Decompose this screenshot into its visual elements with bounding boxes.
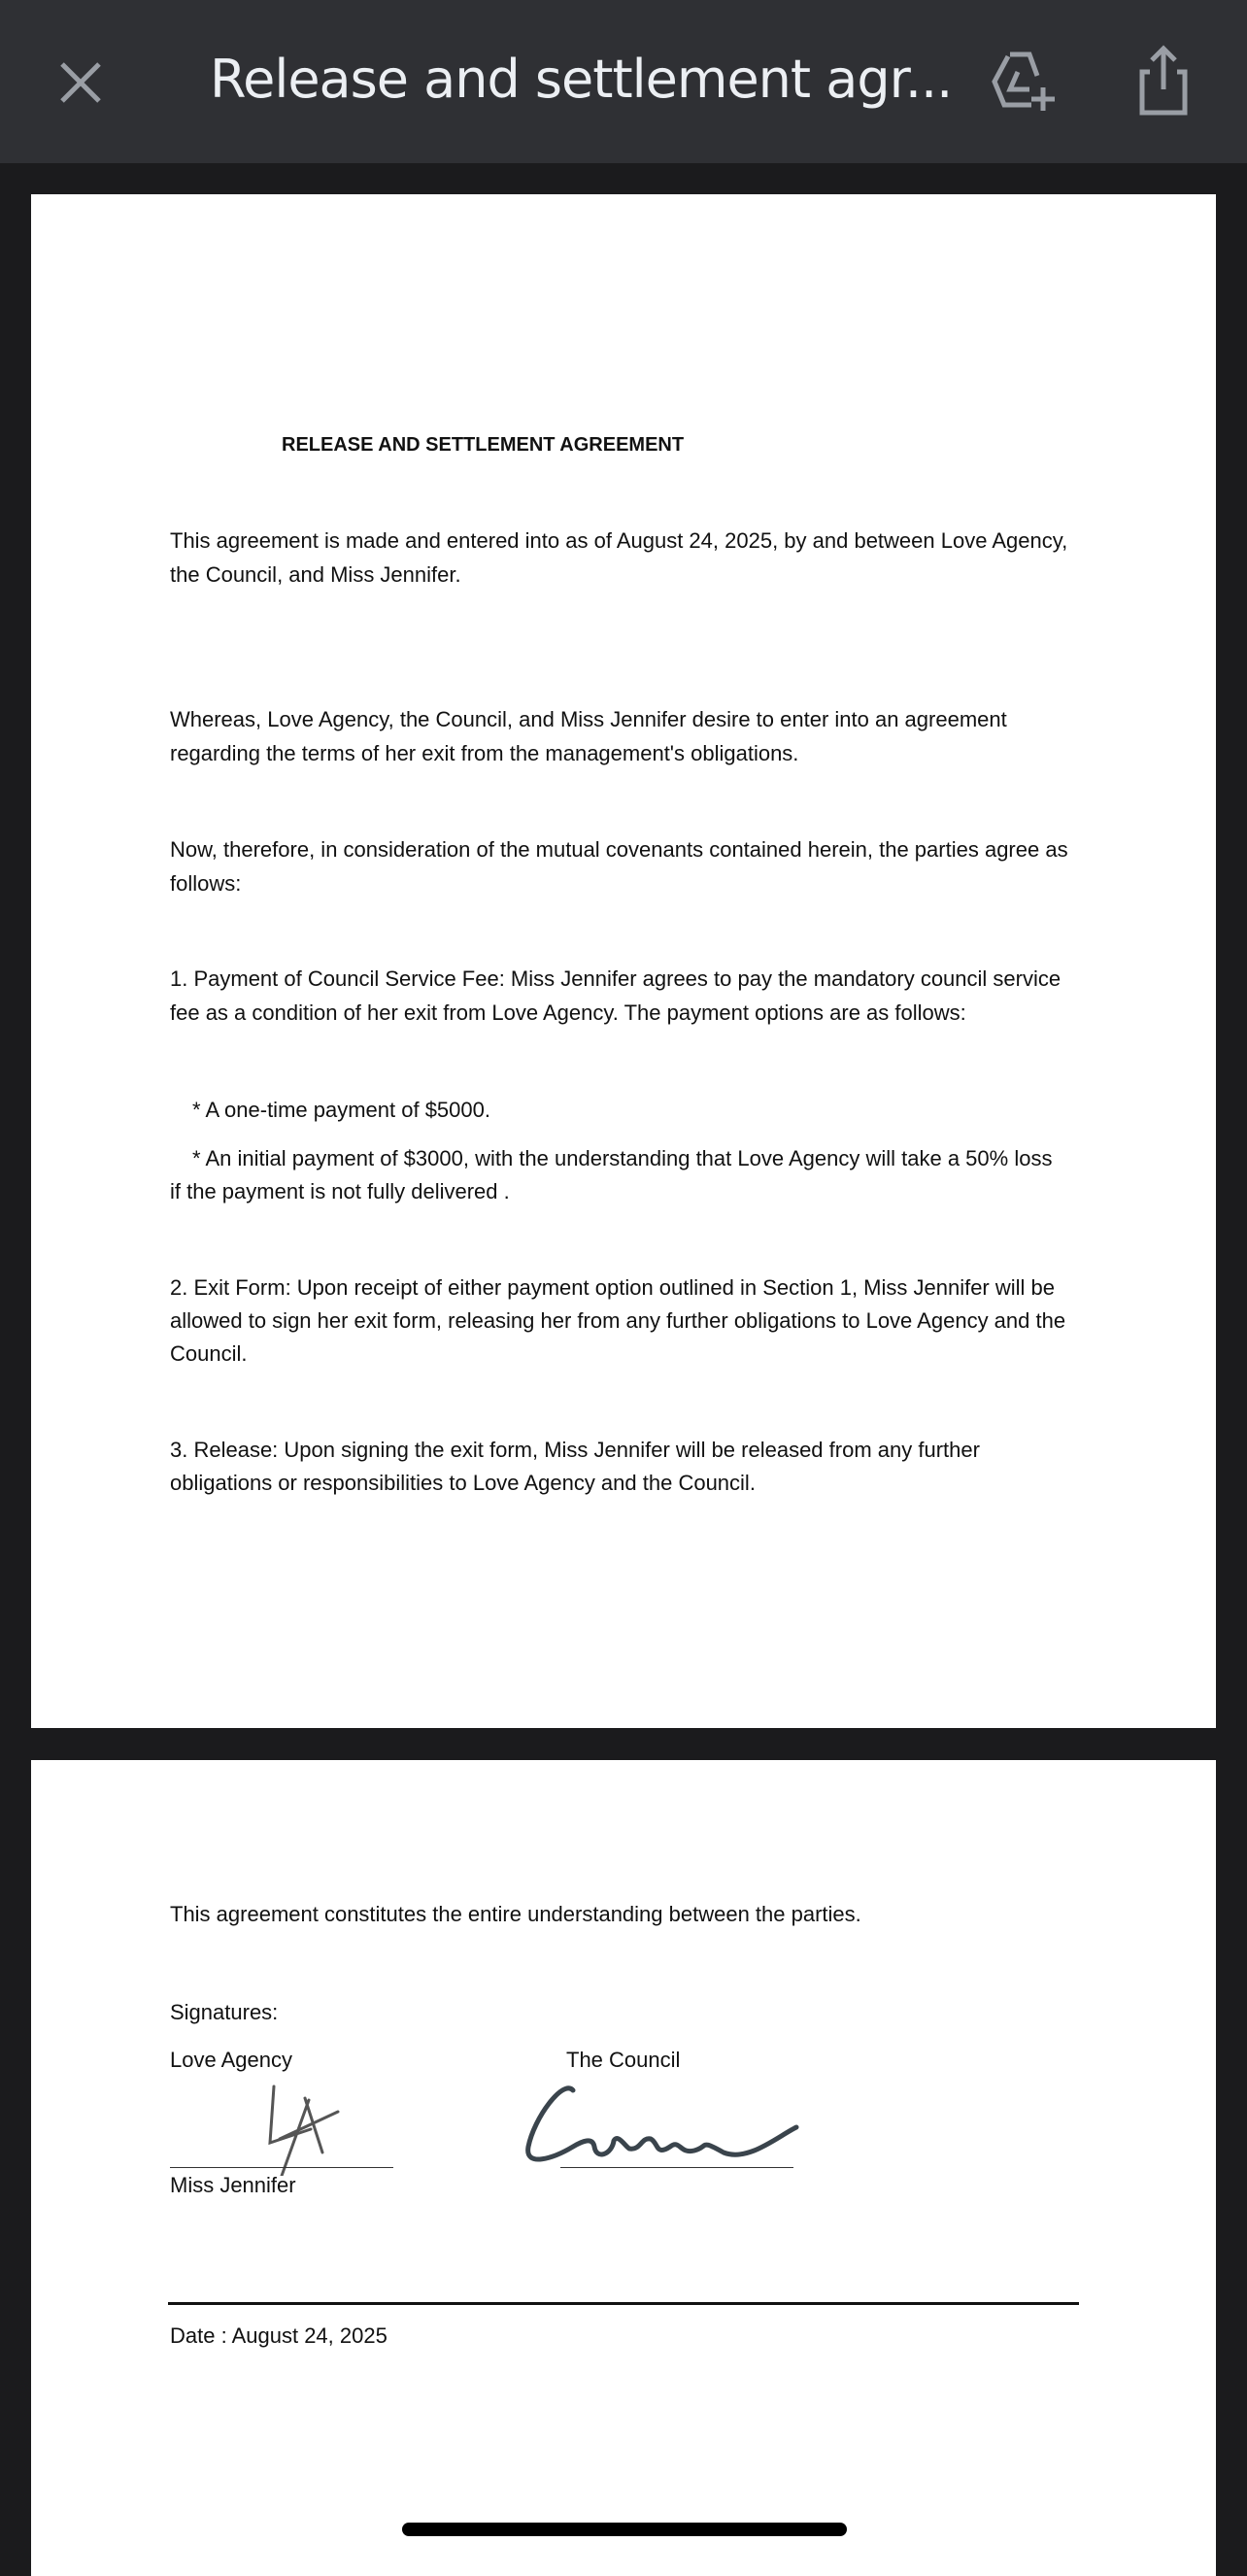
top-bar — [0, 0, 1247, 163]
add-to-drive-icon[interactable] — [991, 51, 1057, 113]
home-indicator[interactable] — [402, 2523, 847, 2536]
whereas-line-1: Whereas, Love Agency, the Council, and Miss Jennifer desire to enter into an agreement — [170, 707, 1007, 731]
entire-agreement-text: This agreement constitutes the entire understanding between the parties. — [170, 1902, 861, 1926]
section2-line-3: Council. — [170, 1341, 248, 1366]
section1-line-2: fee as a condition of her exit from Love Agency. The payment options are as follows: — [170, 1000, 966, 1025]
bullet-1: * A one-time payment of $5000. — [192, 1098, 490, 1122]
section3-line-1: 3. Release: Upon signing the exit form, Miss Jennifer will be released from any further — [170, 1438, 980, 1462]
date-line: Date : August 24, 2025 — [170, 2323, 388, 2348]
section2-line-2: allowed to sign her exit form, releasing her from any further obligations to Love Agency and the — [170, 1308, 1066, 1333]
intro-line-2: the Council, and Miss Jennifer. — [170, 562, 461, 587]
close-icon[interactable] — [56, 58, 105, 107]
section2-line-1: 2. Exit Form: Upon receipt of either payment option outlined in Section 1, Miss Jennifer will be — [170, 1275, 1056, 1300]
love-agency-signature — [262, 2079, 379, 2176]
party-miss-jennifer: Miss Jennifer — [170, 2173, 296, 2197]
share-icon[interactable] — [1136, 45, 1191, 117]
signatures-label: Signatures: — [170, 2000, 279, 2024]
party-the-council: The Council — [566, 2048, 681, 2072]
document-title: Release and settlement agr... — [210, 49, 953, 110]
agreement-heading: RELEASE AND SETTLEMENT AGREEMENT — [282, 434, 685, 456]
now-line-2: follows: — [170, 871, 242, 896]
now-line-1: Now, therefore, in consideration of the mutual covenants contained herein, the parties agree as — [170, 837, 1068, 862]
bullet-2-line-2: if the payment is not fully delivered . — [170, 1179, 510, 1203]
signature-line-love-agency — [170, 2167, 393, 2168]
intro-line-1: This agreement is made and entered into as of August 24, 2025, by and between Love Agency, — [170, 528, 1068, 553]
signature-rule — [168, 2302, 1079, 2305]
party-love-agency: Love Agency — [170, 2048, 292, 2072]
signature-line-council — [560, 2167, 793, 2168]
council-signature — [524, 2079, 801, 2171]
whereas-line-2: regarding the terms of her exit from the management's obligations. — [170, 741, 799, 765]
bullet-2-line-1: * An initial payment of $3000, with the understanding that Love Agency will take a 50% loss — [192, 1146, 1053, 1170]
section1-line-1: 1. Payment of Council Service Fee: Miss Jennifer agrees to pay the mandatory council service — [170, 966, 1062, 991]
section3-line-2: obligations or responsibilities to Love Agency and the Council. — [170, 1471, 756, 1495]
